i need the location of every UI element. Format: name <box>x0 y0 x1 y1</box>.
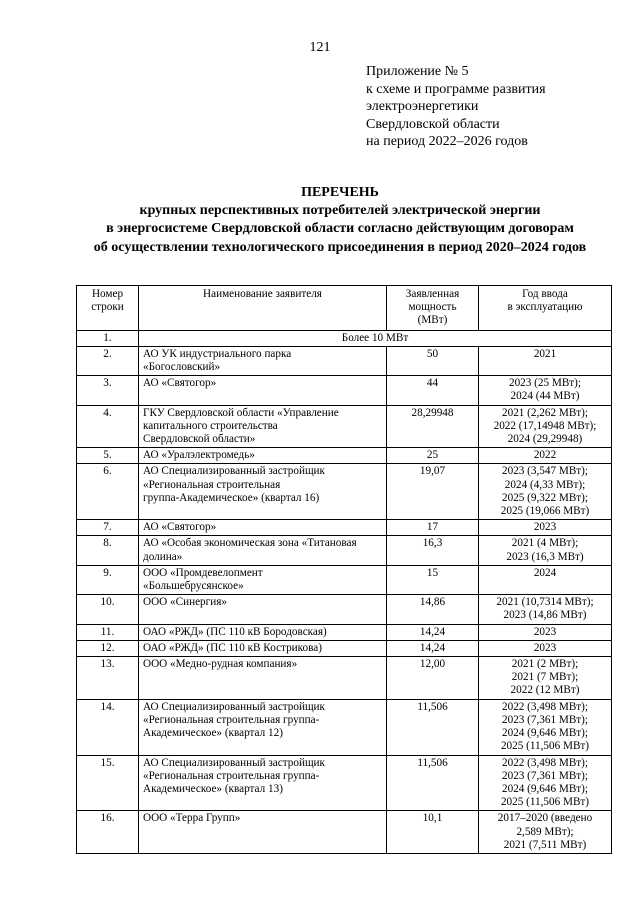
declared-power: 16,3 <box>387 536 479 565</box>
applicant-name: ОАО «РЖД» (ПС 110 кВ Кострикова) <box>139 640 387 656</box>
applicant-name: ОАО «РЖД» (ПС 110 кВ Бородовская) <box>139 624 387 640</box>
row-number: 8. <box>77 536 139 565</box>
applicant-name: АО Специализированный застройщик «Региональная строительная группа- Академическое» (квартал 12) <box>139 699 387 755</box>
row-number: 5. <box>77 448 139 464</box>
row-number: 13. <box>77 657 139 700</box>
commissioning-year: 2021 (10,7314 МВт); 2023 (14,86 МВт) <box>479 595 612 624</box>
commissioning-year: 2021 <box>479 346 612 375</box>
commissioning-year: 2021 (2,262 МВт); 2022 (17,14948 МВт); 2024 (29,29948) <box>479 405 612 448</box>
commissioning-year: 2022 <box>479 448 612 464</box>
table-row <box>77 595 612 624</box>
row-number: 9. <box>77 565 139 594</box>
commissioning-year: 2024 <box>479 565 612 594</box>
declared-power: 19,07 <box>387 464 479 520</box>
declared-power: 44 <box>387 376 479 405</box>
section-label: Более 10 МВт <box>139 330 612 346</box>
commissioning-year: 2023 <box>479 624 612 640</box>
table-row <box>77 405 612 448</box>
table-row <box>77 699 612 755</box>
appendix-line: на период 2022–2026 годов <box>366 134 528 149</box>
applicant-name: ООО «Синергия» <box>139 595 387 624</box>
appendix-line: Свердловской области <box>366 116 500 132</box>
declared-power: 15 <box>387 565 479 594</box>
table-row <box>77 464 612 520</box>
applicant-name: АО Специализированный застройщик «Региональная строительная группа- Академическое» (квартал 13) <box>139 755 387 811</box>
table-row <box>77 376 612 405</box>
commissioning-year: 2023 (3,547 МВт); 2024 (4,33 МВт); 2025 (9,322 МВт); 2025 (19,066 МВт) <box>479 464 612 520</box>
page-number: 121 <box>309 40 331 55</box>
commissioning-year: 2021 (2 МВт); 2021 (7 МВт); 2022 (12 МВт) <box>479 657 612 700</box>
appendix-note <box>366 63 616 151</box>
table-header-row <box>77 286 612 331</box>
section-row <box>77 330 612 346</box>
table-row <box>77 520 612 536</box>
row-number: 11. <box>77 624 139 640</box>
table-body <box>77 330 612 853</box>
commissioning-year: 2017–2020 (введено 2,589 МВт); 2021 (7,511 МВт) <box>479 811 612 854</box>
applicant-name: АО «Уралэлектромедь» <box>139 448 387 464</box>
appendix-line: электроэнергетики <box>366 99 479 114</box>
declared-power: 50 <box>387 346 479 375</box>
declared-power: 12,00 <box>387 657 479 700</box>
declared-power: 17 <box>387 520 479 536</box>
table-row <box>77 448 612 464</box>
row-number: 2. <box>77 346 139 375</box>
declared-power: 28,29948 <box>387 405 479 448</box>
heading-title: ПЕРЕЧЕНЬ <box>301 185 379 200</box>
declared-power: 25 <box>387 448 479 464</box>
table-row <box>77 657 612 700</box>
header-year: Год ввода в эксплуатацию <box>479 286 612 331</box>
commissioning-year: 2023 <box>479 640 612 656</box>
applicant-name: АО Специализированный застройщик «Региональная строительная группа-Академическое» (квартал 16) <box>139 464 387 520</box>
row-number: 4. <box>77 405 139 448</box>
applicant-name: ООО «Терра Групп» <box>139 811 387 854</box>
row-number: 12. <box>77 640 139 656</box>
declared-power: 11,506 <box>387 699 479 755</box>
table-row <box>77 755 612 811</box>
table-row <box>77 346 612 375</box>
table-row <box>77 565 612 594</box>
row-number: 3. <box>77 376 139 405</box>
applicant-name: ООО «Медно-рудная компания» <box>139 657 387 700</box>
commissioning-year: 2023 <box>479 520 612 536</box>
row-number: 15. <box>77 755 139 811</box>
declared-power: 14,24 <box>387 624 479 640</box>
row-number: 10. <box>77 595 139 624</box>
header-name: Наименование заявителя <box>139 286 387 331</box>
commissioning-year: 2022 (3,498 МВт); 2023 (7,361 МВт); 2024 (9,646 МВт); 2025 (11,506 МВт) <box>479 699 612 755</box>
table-row <box>77 640 612 656</box>
applicant-name: ООО «Промдевелопмент «Большебрусянское» <box>139 565 387 594</box>
appendix-line: к схеме и программе развития <box>366 81 546 97</box>
appendix-line: Приложение № 5 <box>366 64 469 79</box>
declared-power: 10,1 <box>387 811 479 854</box>
applicant-name: АО «Особая экономическая зона «Титановая долина» <box>139 536 387 565</box>
heading-subtitle-line: об осуществлении технологического присоединения в период 2020–2024 годов <box>93 239 587 255</box>
declared-power: 14,24 <box>387 640 479 656</box>
commissioning-year: 2023 (25 МВт); 2024 (44 МВт) <box>479 376 612 405</box>
consumers-table <box>76 285 612 854</box>
row-number: 7. <box>77 520 139 536</box>
applicant-name: ГКУ Свердловской области «Управление капитального строительства Свердловской области» <box>139 405 387 448</box>
declared-power: 14,86 <box>387 595 479 624</box>
declared-power: 11,506 <box>387 755 479 811</box>
applicant-name: АО «Святогор» <box>139 520 387 536</box>
row-number: 16. <box>77 811 139 854</box>
heading-subtitle-line: крупных перспективных потребителей электрической энергии <box>139 203 541 219</box>
applicant-name: АО «Святогор» <box>139 376 387 405</box>
heading-subtitle-line: в энергосистеме Свердловской области согласно действующим договорам <box>106 221 574 237</box>
row-number: 1. <box>77 330 139 346</box>
row-number: 6. <box>77 464 139 520</box>
applicant-name: АО УК индустриального парка «Богословский» <box>139 346 387 375</box>
row-number: 14. <box>77 699 139 755</box>
table-row <box>77 624 612 640</box>
header-num: Номер строки <box>77 286 139 331</box>
commissioning-year: 2021 (4 МВт); 2023 (16,3 МВт) <box>479 536 612 565</box>
header-power: Заявленная мощность (МВт) <box>387 286 479 331</box>
table-row <box>77 536 612 565</box>
document-heading <box>60 184 620 257</box>
table-row <box>77 811 612 854</box>
commissioning-year: 2022 (3,498 МВт); 2023 (7,361 МВт); 2024 (9,646 МВт); 2025 (11,506 МВт) <box>479 755 612 811</box>
